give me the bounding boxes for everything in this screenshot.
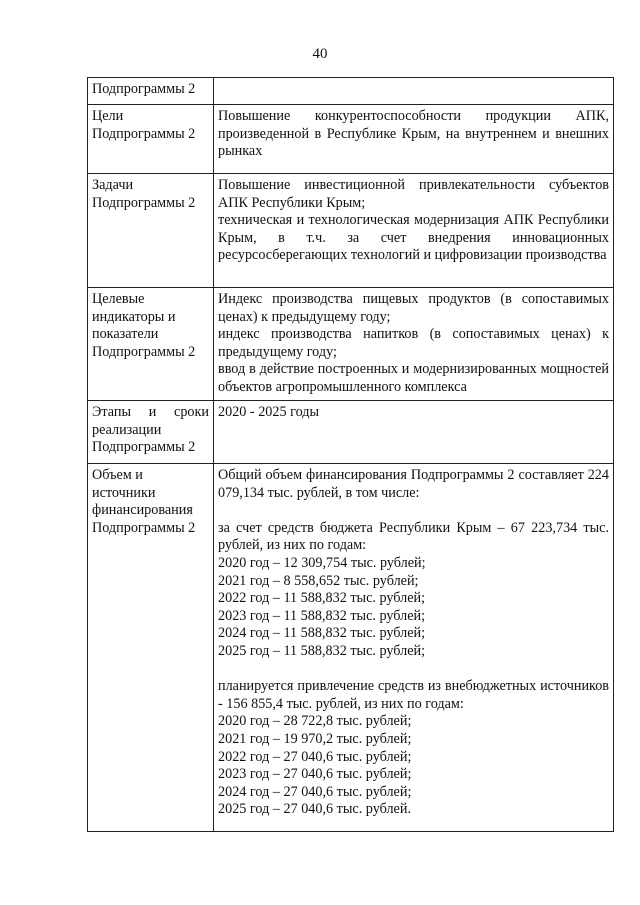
- row-label: Этапы и сроки реализации Подпрограммы 2: [92, 404, 209, 456]
- table-row: [88, 401, 614, 464]
- task-item: техническая и технологическая модернизация АПК Республики Крым, в т.ч. за счет внедрения инновационных ресурсосберегающих технологий и цифровизации производства: [218, 212, 609, 264]
- row-value-cell: [214, 78, 614, 105]
- row-label: Задачи Подпрограммы 2: [92, 177, 196, 211]
- extra-year-line: 2022 год – 27 040,6 тыс. рублей;: [218, 748, 412, 765]
- page-number: 40: [312, 46, 328, 62]
- budget-year-line: 2023 год – 11 588,832 тыс. рублей;: [218, 607, 426, 624]
- extra-year-line: 2024 год – 27 040,6 тыс. рублей;: [218, 783, 412, 800]
- paragraph-gap: [218, 502, 609, 520]
- budget-year-line: 2025 год – 11 588,832 тыс. рублей;: [218, 642, 426, 659]
- table-row: [88, 78, 614, 105]
- indicator-item: Индекс производства пищевых продуктов (в сопоставимых ценах) к предыдущему году;: [218, 291, 609, 325]
- row-label: Объем и источники финансирования Подпрограммы 2: [92, 467, 196, 536]
- extra-year-line: 2025 год – 27 040,6 тыс. рублей.: [218, 801, 411, 818]
- row-label-cell: [88, 464, 214, 832]
- row-label-cell: [88, 78, 214, 105]
- indicator-item: индекс производства напитков (в сопоставимых ценах) к предыдущему году;: [218, 326, 609, 360]
- row-value-cell: [214, 401, 614, 464]
- budget-year-line: 2024 год – 11 588,832 тыс. рублей;: [218, 625, 426, 642]
- subprogram-passport-table: [87, 77, 614, 832]
- row-label: Целевые индикаторы и показатели Подпрограммы 2: [92, 291, 196, 360]
- extra-year-line: 2023 год – 27 040,6 тыс. рублей;: [218, 766, 412, 783]
- row-value-cell: [214, 464, 614, 832]
- row-label-cell: [88, 288, 214, 401]
- goal-text: Повышение конкурентоспособности продукции АПК, произведенной в Республике Крым, на внутреннем и внешних рынках: [218, 108, 609, 160]
- funding-total: Общий объем финансирования Подпрограммы 2 составляет 224 079,134 тыс. рублей, в том числе:: [218, 467, 609, 501]
- task-item: Повышение инвестиционной привлекательности субъектов АПК Республики Крым;: [218, 177, 609, 211]
- extra-year-line: 2020 год – 28 722,8 тыс. рублей;: [218, 713, 412, 730]
- table-row: [88, 174, 614, 288]
- row-label: Подпрограммы 2: [92, 81, 196, 97]
- table-row: [88, 464, 614, 832]
- budget-year-line: 2022 год – 11 588,832 тыс. рублей;: [218, 590, 426, 607]
- extra-budget-intro: планируется привлечение средств из внебюджетных источников - 156 855,4 тыс. рублей, из них по годам:: [218, 678, 609, 712]
- paragraph-gap: [218, 661, 609, 679]
- budget-year-line: 2021 год – 8 558,652 тыс. рублей;: [218, 572, 419, 589]
- table-row: [88, 105, 614, 174]
- row-label-cell: [88, 174, 214, 288]
- row-label-cell: [88, 401, 214, 464]
- table-row: [88, 288, 614, 401]
- budget-year-line: 2020 год – 12 309,754 тыс. рублей;: [218, 554, 426, 571]
- extra-year-line: 2021 год – 19 970,2 тыс. рублей;: [218, 730, 412, 747]
- indicator-item: ввод в действие построенных и модернизированных мощностей объектов агропромышленного комплекса: [218, 361, 609, 395]
- row-value-cell: [214, 174, 614, 288]
- row-label-cell: [88, 105, 214, 174]
- row-label: Цели Подпрограммы 2: [92, 108, 196, 142]
- row-value-cell: [214, 105, 614, 174]
- budget-intro: за счет средств бюджета Республики Крым – 67 223,734 тыс. рублей, из них по годам:: [218, 519, 609, 554]
- period-text: 2020 - 2025 годы: [218, 404, 320, 420]
- row-value-cell: [214, 288, 614, 401]
